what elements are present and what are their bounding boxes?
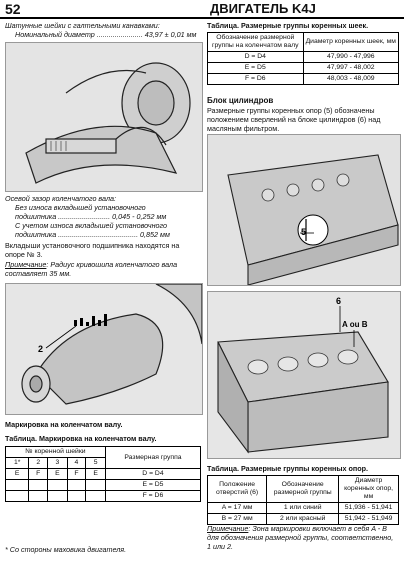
note-text: : Радиус кривошипа коленчатого вала составляет 35 мм. (5, 260, 178, 278)
table-row (208, 514, 399, 525)
table2-cell: 2 или красный (267, 514, 339, 525)
table2-cell: 1 или синий (267, 503, 339, 514)
clearance-spec (5, 194, 201, 239)
table-row (6, 480, 201, 491)
table-row (208, 74, 399, 85)
table2-header: Обозначение размерной группы (267, 476, 339, 503)
bearing-note: Вкладыши установочного подшипника находятся на опоре № 3. (5, 241, 180, 259)
note2 (207, 524, 399, 551)
journals-title: Шатунные шейки с галтельными канавками: (5, 21, 160, 30)
table2-cell: A = 17 мм (208, 503, 267, 514)
table-row (208, 503, 399, 514)
marking-cell (86, 480, 106, 491)
header-rule (0, 17, 404, 19)
block-text: Размерные группы коренных опор (5) обозначены положением сверлений на блоке цилиндров (6) над масляным фильтром. (207, 106, 381, 133)
marking-cell: E (86, 469, 106, 480)
no-wear-value: подшипника .......................... 0,045 - 0,252 мм (15, 212, 167, 221)
marking-col-header: № коренной шейки (6, 447, 106, 458)
fig2-callout: 2 (38, 344, 44, 354)
micrometer-figure (5, 42, 203, 192)
with-wear-value: подшипника ........................................ 0,852 мм (15, 230, 170, 239)
table2-cell: 51,936 - 51,941 (339, 503, 399, 514)
marking-group: F = D6 (105, 491, 200, 502)
table1-header: Диаметр коренных шеек, мм (303, 33, 399, 52)
crank-note (5, 260, 201, 278)
marking-cell: F (67, 469, 86, 480)
marking-col: 4 (67, 458, 86, 469)
marking-col: 2 (29, 458, 48, 469)
marking-cell (67, 491, 86, 502)
page-title: ДВИГАТЕЛЬ K4J (210, 1, 316, 16)
marking-cell (6, 491, 29, 502)
journals-diameter: Номинальный диаметр ....................... 43,97 ± 0,01 мм (15, 30, 197, 39)
table-row (6, 469, 201, 480)
marking-group: E = D5 (105, 480, 200, 491)
marking-cell (6, 480, 29, 491)
clearance-title: Осевой зазор коленчатого вала: (5, 194, 116, 203)
marking-group-header: Размерная группа (105, 447, 200, 469)
footnote: * Со стороны маховика двигателя. (5, 545, 127, 554)
marking-cell (67, 480, 86, 491)
block-heading: Блок цилиндров (207, 96, 274, 105)
marking-cell (29, 491, 48, 502)
table-row (208, 63, 399, 74)
marking-cell (86, 491, 106, 502)
fig-aoub-callout: A ou B (342, 320, 368, 329)
block-side-figure (207, 291, 401, 459)
journals-spec (5, 21, 201, 39)
marking-group: D = D4 (105, 469, 200, 480)
marking-col: 3 (48, 458, 68, 469)
marking-cell: F (29, 469, 48, 480)
table2-header: Диаметр коренных опор, мм (339, 476, 399, 503)
marking-cell: E (48, 469, 68, 480)
table1-cell: E = D5 (208, 63, 304, 74)
note-label: Примечание (5, 260, 47, 269)
table1-cell: 47,990 - 47,996 (303, 52, 399, 63)
table1-cell: 48,003 - 48,009 (303, 74, 399, 85)
table1-cell: F = D6 (208, 74, 304, 85)
with-wear-label: С учетом износа вкладышей установочного (15, 221, 167, 230)
table1-header: Обозначение размерной группы на коленчатом валу (208, 33, 304, 52)
marking-cell (48, 491, 68, 502)
table1-cell: D = D4 (208, 52, 304, 63)
table2-title: Таблица. Размерные группы коренных опор. (207, 464, 369, 473)
marking-cell: E (6, 469, 29, 480)
note2-text: : Зона маркировки включает в себя A - B для обозначения размерной группы, соответственно, 1 или 2. (207, 524, 394, 551)
marking-caption: Маркировка на коленчатом валу. (5, 420, 123, 429)
note2-label: Примечание (207, 524, 249, 533)
journal-groups-table (207, 32, 399, 85)
no-wear-label: Без износа вкладышей установочного (15, 203, 146, 212)
fig5-callout: 5 (301, 227, 307, 237)
page-number: 52 (5, 1, 21, 17)
table1-title: Таблица. Размерные группы коренных шеек. (207, 21, 369, 30)
marking-cell (48, 480, 68, 491)
bearing-groups-table (207, 475, 399, 525)
table2-header: Положение отверстий (6) (208, 476, 267, 503)
table-row (208, 52, 399, 63)
marking-table (5, 446, 201, 502)
marking-col: 5 (86, 458, 106, 469)
table-row (6, 491, 201, 502)
fig6-callout: 6 (336, 296, 342, 306)
block-top-figure (207, 134, 401, 286)
marking-table-title: Таблица. Маркировка на коленчатом валу. (5, 434, 157, 443)
marking-col: 1* (6, 458, 29, 469)
table1-cell: 47,997 - 48,002 (303, 63, 399, 74)
page-header (0, 0, 404, 18)
table2-cell: 51,942 - 51,949 (339, 514, 399, 525)
table2-cell: B = 27 мм (208, 514, 267, 525)
crankshaft-figure (5, 283, 203, 415)
marking-cell (29, 480, 48, 491)
